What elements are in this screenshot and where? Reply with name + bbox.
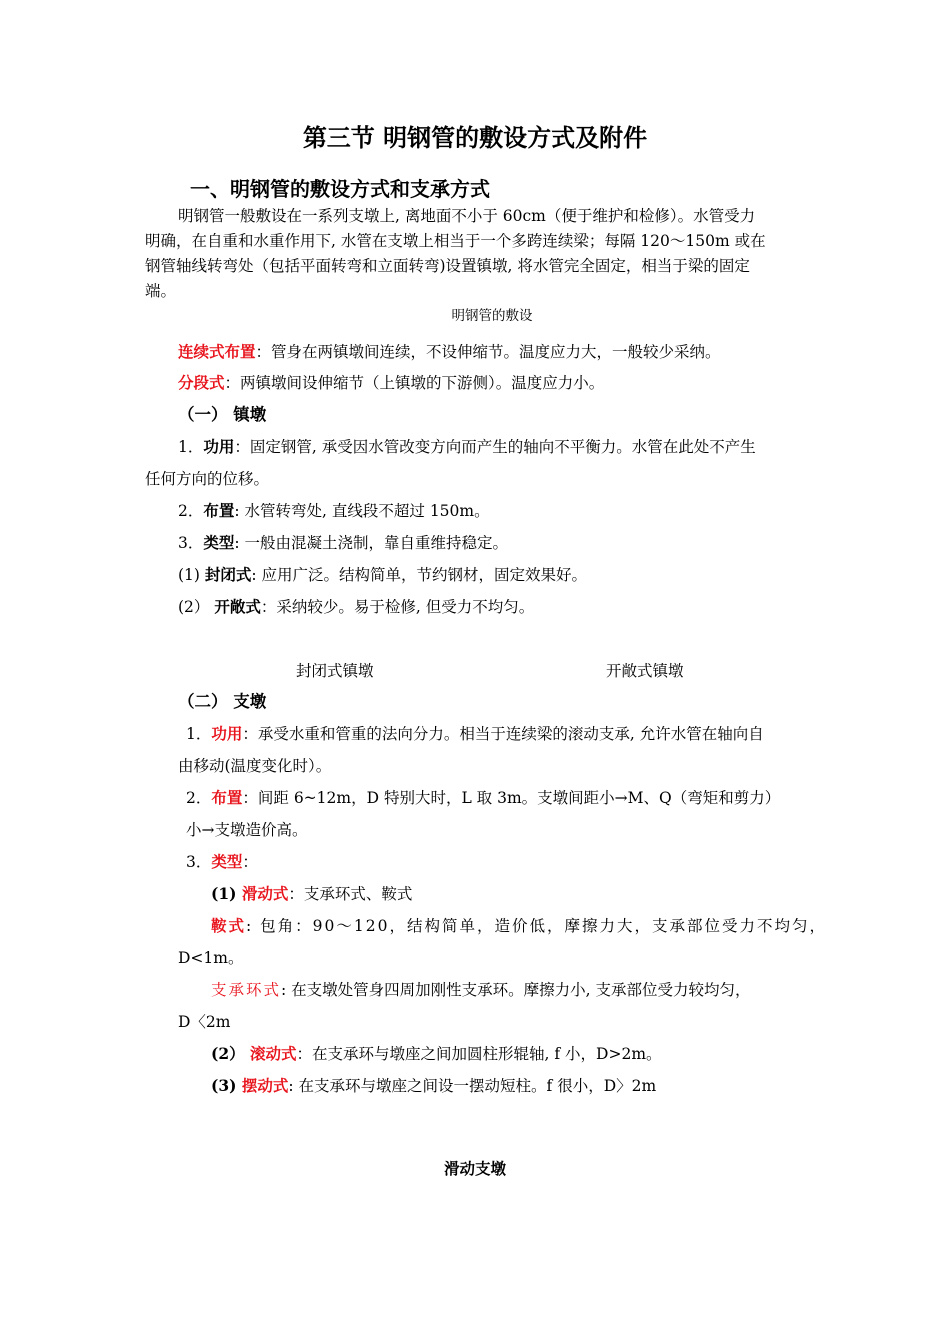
pier-layout (186, 788, 780, 808)
segmented-label: 分段式 (178, 374, 225, 392)
pier-ring (211, 980, 751, 1000)
intro-line-1: 明钢管一般敷设在一系列支墩上, 离地面不小于 60cm（便于维护和检修）。水管受力 (178, 207, 756, 225)
item-number: (3) (211, 1076, 242, 1095)
pier-type-label: 类型 (211, 852, 243, 871)
anchor-open (178, 597, 534, 617)
pier-type (186, 852, 258, 872)
page-title: 第三节 明钢管的敷设方式及附件 (302, 123, 648, 152)
item-number: 3． (186, 853, 212, 871)
item-number: 3． (178, 534, 204, 552)
continuous-text: ：管身在两镇墩间连续，不设伸缩节。温度应力大，一般较少采纳。 (255, 343, 721, 361)
pier-ring-cont: D〈2m (178, 1013, 231, 1031)
pier-swing-label: 摆动式 (241, 1076, 289, 1095)
anchor-function-label: 功用 (203, 437, 235, 456)
anchor-type (178, 533, 508, 553)
anchor-closed-text: : 应用广泛。结构简单，节约钢材，固定效果好。 (251, 566, 588, 584)
intro-line-4: 端。 (145, 282, 177, 300)
pier-ring-text: : 在支墩处管身四周加刚性支承环。摩擦力小, 支承部位受力较均匀， (281, 981, 751, 999)
item-number: 2． (178, 502, 204, 520)
pier-sliding (211, 884, 412, 904)
continuous-label: 连续式布置 (178, 343, 256, 361)
pier-saddle (211, 916, 827, 936)
intro-line-2: 明确，在自重和水重作用下, 水管在支墩上相当于一个多跨连续梁；每隔 120～150m 或在 (145, 232, 766, 250)
pier-swing (211, 1076, 656, 1096)
anchor-open-label: 开敞式 (214, 597, 261, 616)
anchor-type-text: : 一般由混凝土浇制，靠自重维持稳定。 (234, 534, 509, 552)
anchor-layout (178, 501, 490, 521)
pier-saddle-text: : 包角：90～120，结构简单，造价低，摩擦力大，支承部位受力不均匀， (246, 917, 827, 935)
pier-sliding-label: 滑动式 (241, 884, 289, 903)
pier-layout-cont: 小→支墩造价高。 (186, 821, 308, 839)
pier-layout-label: 布置 (211, 788, 243, 807)
pier-function-cont: 由移动(温度变化时）。 (178, 757, 332, 775)
item-number: (1) (178, 566, 205, 584)
anchor-function-text: ：固定钢管, 承受因水管改变方向而产生的轴向不平衡力。水管在此处不产生 (234, 438, 756, 456)
anchor-layout-text: : 水管转弯处, 直线段不超过 150m。 (234, 502, 490, 520)
pier-ring-label: 支承环式 (211, 981, 282, 999)
pier-rolling (211, 1044, 662, 1064)
pier-heading: （二） 支墩 (178, 692, 267, 711)
pier-saddle-label: 鞍式 (211, 916, 247, 935)
segmented-text: ：两镇墩间设伸缩节（上镇墩的下游侧）。温度应力小。 (224, 374, 605, 392)
anchor-type-label: 类型 (203, 533, 235, 552)
pier-swing-text: : 在支承环与墩座之间设一摆动短柱。f 很小，D〉2m (288, 1077, 657, 1095)
pier-layout-text: ：间距 6~12m，D 特别大时，L 取 3m。支墩间距小→M、Q（弯矩和剪力） (242, 789, 781, 807)
anchor-heading: （一） 镇墩 (178, 405, 267, 424)
anchor-open-text: ：采纳较少。易于检修, 但受力不均匀。 (260, 598, 535, 616)
item-number: (2） (178, 598, 215, 616)
anchor-closed-label: 封闭式 (204, 565, 252, 584)
item-number: 1． (178, 438, 204, 456)
item-number: (2） (211, 1044, 251, 1063)
anchor-function (178, 437, 756, 457)
pier-function (186, 724, 764, 744)
anchor-function-cont: 任何方向的位移。 (145, 470, 270, 488)
caption-sliding-pier: 滑动支墩 (443, 1159, 506, 1178)
caption-closed-anchor: 封闭式镇墩 (296, 662, 374, 680)
item-number: 1． (186, 725, 212, 743)
pier-saddle-cont: D<1m。 (178, 949, 244, 967)
pier-type-text: ： (242, 853, 258, 871)
pier-rolling-label: 滚动式 (250, 1044, 297, 1063)
item-number: 2． (186, 789, 212, 807)
figure-caption-laying: 明钢管的敷设 (451, 308, 533, 324)
continuous-layout (178, 342, 721, 362)
segmented-layout (178, 373, 604, 393)
section-heading: 一、明钢管的敷设方式和支承方式 (190, 177, 490, 201)
pier-sliding-text: ：支承环式、鞍式 (288, 885, 413, 903)
item-number: (1) (211, 884, 242, 903)
pier-function-text: ：承受水重和管重的法向分力。相当于连续梁的滚动支承, 允许水管在轴向自 (242, 725, 764, 743)
pier-function-label: 功用 (211, 724, 243, 743)
intro-line-3: 钢管轴线转弯处（包括平面转弯和立面转弯)设置镇墩, 将水管完全固定，相当于梁的固定 (145, 257, 750, 275)
caption-open-anchor: 开敞式镇墩 (606, 662, 684, 680)
anchor-layout-label: 布置 (203, 501, 235, 520)
pier-rolling-text: ：在支承环与墩座之间加圆柱形辊轴, f 小，D>2m。 (296, 1045, 662, 1063)
anchor-closed (178, 565, 587, 585)
